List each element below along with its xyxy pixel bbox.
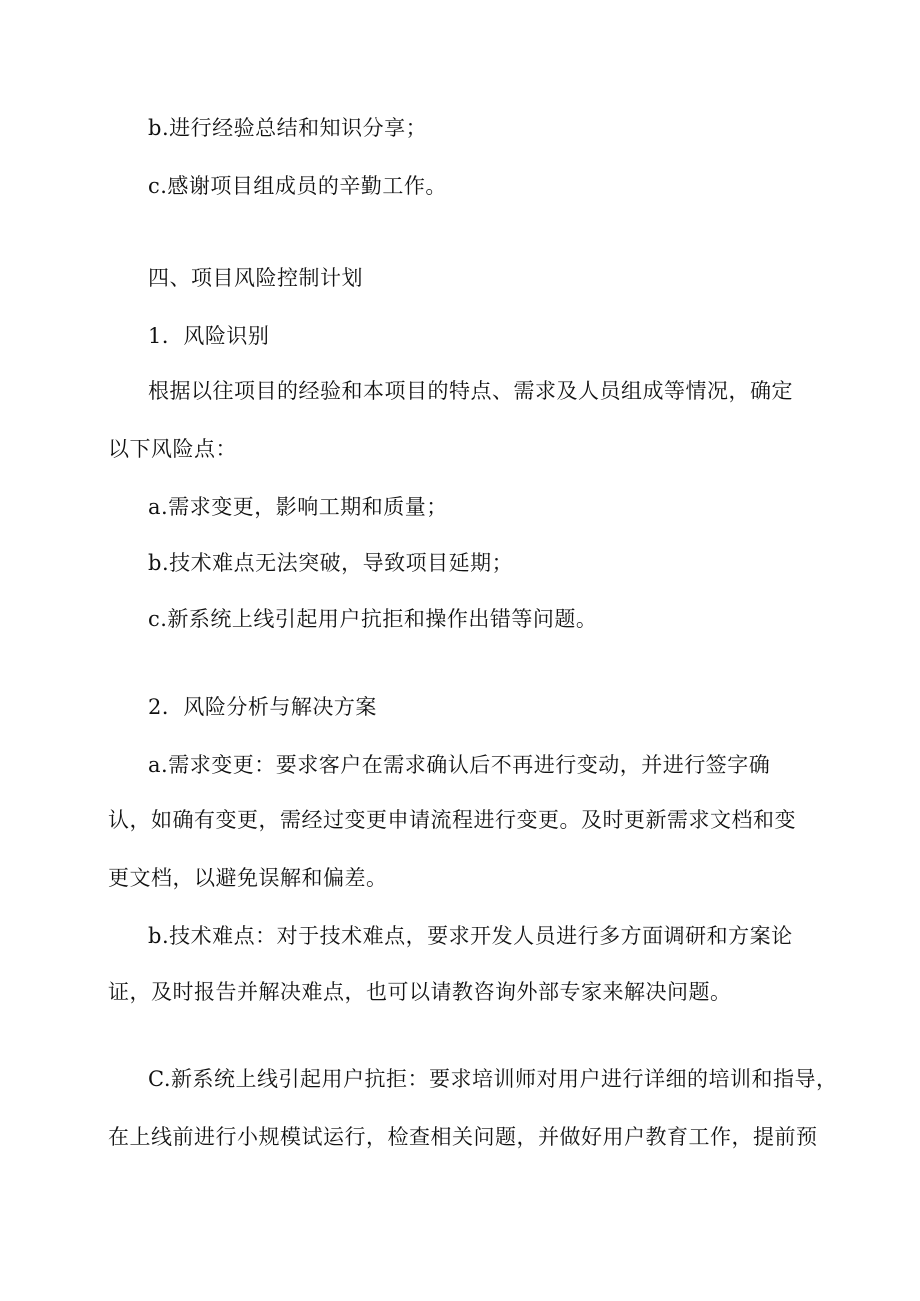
list-item-c-thanks: c.感谢项目组成员的辛勤工作。 [148, 174, 447, 198]
paragraph-line: a.需求变更：要求客户在需求确认后不再进行变动，并进行签字确 [148, 753, 771, 777]
paragraph-line: 根据以往项目的经验和本项目的特点、需求及人员组成等情况，确定 [148, 379, 793, 403]
paragraph-line: b.技术难点：对于技术难点，要求开发人员进行多方面调研和方案论 [148, 924, 793, 948]
paragraph-line: C.新系统上线引起用户抗拒：要求培训师对用户进行详细的培训和指导， [148, 1067, 838, 1091]
paragraph-line: 更文档，以避免误解和偏差。 [108, 866, 388, 890]
section-heading-risk-control: 四、项目风险控制计划 [148, 266, 363, 290]
subheading-risk-analysis: 2．风险分析与解决方案 [148, 695, 377, 719]
paragraph-line: 在上线前进行小规模试运行，检查相关问题，并做好用户教育工作，提前预 [108, 1125, 818, 1149]
paragraph-line: 以下风险点： [108, 437, 237, 461]
paragraph-line: 认，如确有变更，需经过变更申请流程进行变更。及时更新需求文档和变 [108, 808, 796, 832]
list-item-a-requirement-change: a.需求变更，影响工期和质量； [148, 495, 448, 519]
subheading-risk-identification: 1．风险识别 [148, 324, 270, 348]
list-item-b-summary: b.进行经验总结和知识分享； [148, 116, 428, 140]
list-item-b-technical-difficulty: b.技术难点无法突破，导致项目延期； [148, 551, 514, 575]
paragraph-line: 证，及时报告并解决难点，也可以请教咨询外部专家来解决问题。 [108, 980, 732, 1004]
list-item-c-user-resistance: c.新系统上线引起用户抗拒和操作出错等问题。 [148, 607, 598, 631]
